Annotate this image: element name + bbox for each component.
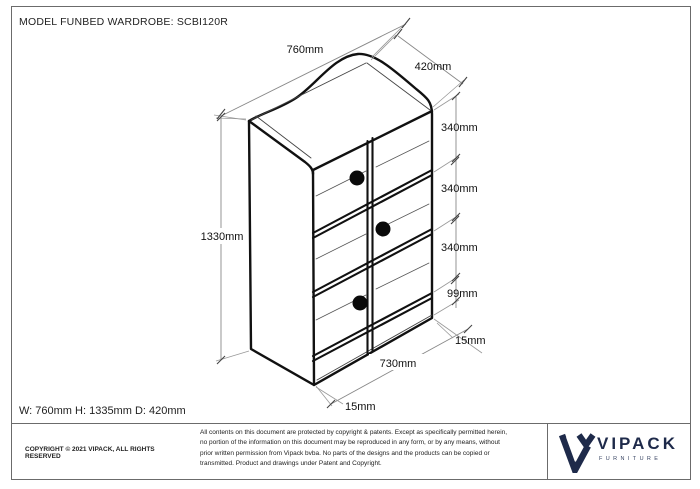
dim-inner-width: 730mm bbox=[379, 358, 417, 370]
dim-row1: 340mm bbox=[441, 122, 478, 134]
dim-height: 1330mm bbox=[200, 231, 244, 243]
vipack-logo-subtitle: FURNITURE bbox=[599, 456, 662, 462]
dim-row3: 340mm bbox=[441, 242, 478, 254]
dim-bottom-board: 15mm bbox=[345, 401, 376, 413]
door-knob-top bbox=[350, 171, 365, 186]
legal-text bbox=[200, 428, 542, 470]
door-knob-middle bbox=[376, 222, 391, 237]
front-left-edge bbox=[313, 170, 314, 385]
footer-divider bbox=[11, 423, 691, 424]
legal-line: no portion of the information on this document may be reproduced in any form, or by any means, without bbox=[200, 439, 500, 447]
legal-line: prior written permission from Vipack bvba. No parts of the designs and the products can be copied or bbox=[200, 449, 490, 457]
vipack-logo bbox=[557, 430, 689, 474]
copyright-notice: COPYRIGHT © 2021 VIPACK, ALL RIGHTS RESERVED bbox=[25, 446, 155, 460]
door-knob-bottom bbox=[353, 296, 368, 311]
page-title: MODEL FUNBED WARDROBE: SCBI120R bbox=[19, 16, 229, 28]
dim-row2: 340mm bbox=[441, 183, 478, 195]
dim-base-thickness: 15mm bbox=[455, 335, 486, 347]
vipack-logo-icon bbox=[559, 433, 597, 473]
dim-plinth: 99mm bbox=[447, 288, 478, 300]
legal-line: All contents on this document are protected by copyright & patents. Except as specifically permitted herein, bbox=[200, 429, 508, 436]
vipack-logo-wordmark: VIPACK bbox=[597, 434, 678, 453]
overall-dimensions-text: W: 760mm H: 1335mm D: 420mm bbox=[19, 405, 186, 417]
dim-depth: 420mm bbox=[414, 61, 452, 73]
legal-line: transmitted. Product and drawings under Patent and Copyright. bbox=[200, 460, 382, 468]
dim-width-top: 760mm bbox=[286, 44, 324, 56]
footer-logo-divider bbox=[547, 423, 548, 480]
